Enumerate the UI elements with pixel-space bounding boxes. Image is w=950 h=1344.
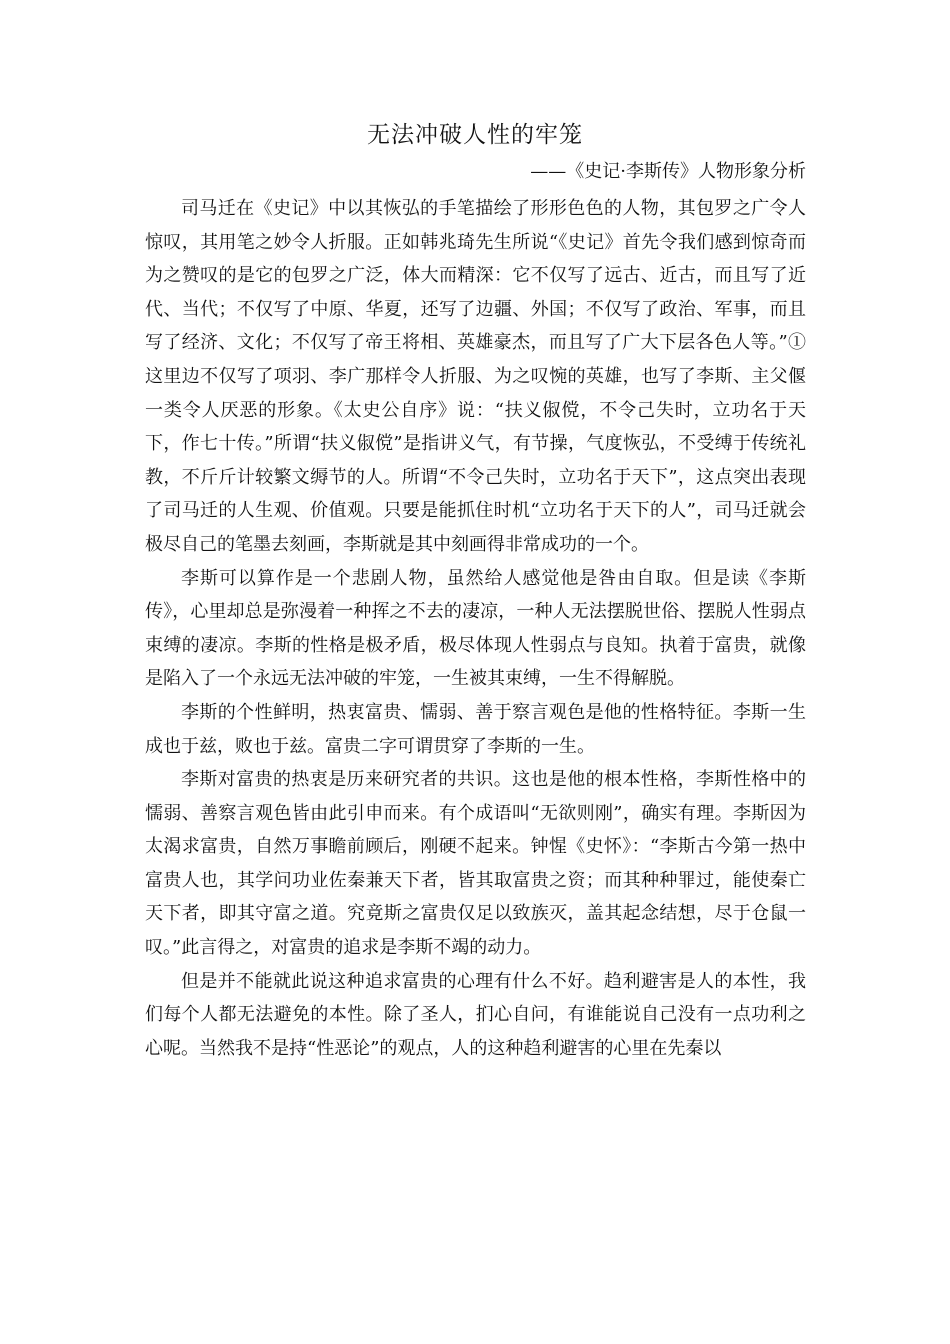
document-subtitle: ——《史记·李斯传》人物形象分析	[530, 161, 806, 182]
paragraph: 司马迁在《史记》中以其恢弘的手笔描绘了形形色色的人物，其包罗之广令人惊叹，其用笔之妙令人折服。正如韩兆琦先生所说“《史记》首先令我们感到惊奇而为之赞叹的是它的包罗之广泛，体大而精深：它不仅写了远古、近古，而且写了近代、当代；不仅写了中原、华夏，还写了边疆、外国；不仅写了政治、军事，而且写了经济、文化；不仅写了帝王将相、英雄豪杰，而且写了广大下层各色人等。”①这里边不仅写了项羽、李广那样令人折服、为之叹惋的英雄，也写了李斯、主父偃一类令人厌恶的形象。《太史公自序》说：“扶义俶傥，不令己失时，立功名于天下，作七十传。”所谓“扶义俶傥”是指讲义气，有节操，气度恢弘，不受缚于传统礼教，不斤斤计较繁文缛节的人。所谓“不令己失时，立功名于天下”，这点突出表现了司马迁的人生观、价值观。只要是能抓住时机“立功名于天下的人”，司马迁就会极尽自己的笔墨去刻画，李斯就是其中刻画得非常成功的一个。	[145, 198, 806, 555]
document-title: 无法冲破人性的牢笼	[367, 122, 583, 148]
paragraph: 李斯对富贵的热衷是历来研究者的共识。这也是他的根本性格，李斯性格中的懦弱、善察言观色皆由此引申而来。有个成语叫“无欲则刚”，确实有理。李斯因为太渴求富贵，自然万事瞻前顾后，刚硬不起来。钟惺《史怀》：“李斯古今第一热中富贵人也，其学问功业佐秦兼天下者，皆其取富贵之资；而其种种罪过，能使秦亡天下者，即其守富之道。究竟斯之富贵仅足以致族灭，盖其起念结想，尽于仓鼠一叹。”此言得之，对富贵的追求是李斯不竭的动力。	[145, 769, 806, 959]
paragraph: 李斯可以算作是一个悲剧人物，虽然给人感觉他是咎由自取。但是读《李斯传》，心里却总是弥漫着一种挥之不去的凄凉，一种人无法摆脱世俗、摆脱人性弱点束缚的凄凉。李斯的性格是极矛盾，极尽体现人性弱点与良知。执着于富贵，就像是陷入了一个永远无法冲破的牢笼，一生被其束缚，一生不得解脱。	[145, 567, 806, 690]
paragraph: 李斯的个性鲜明，热衷富贵、懦弱、善于察言观色是他的性格特征。李斯一生成也于兹，败也于兹。富贵二字可谓贯穿了李斯的一生。	[145, 701, 806, 757]
paragraph: 但是并不能就此说这种追求富贵的心理有什么不好。趋利避害是人的本性，我们每个人都无法避免的本性。除了圣人，扪心自问，有谁能说自己没有一点功利之心呢。当然我不是持“性恶论”的观点，人的这种趋利避害的心里在先秦以	[145, 970, 806, 1059]
document-body	[145, 192, 806, 1065]
